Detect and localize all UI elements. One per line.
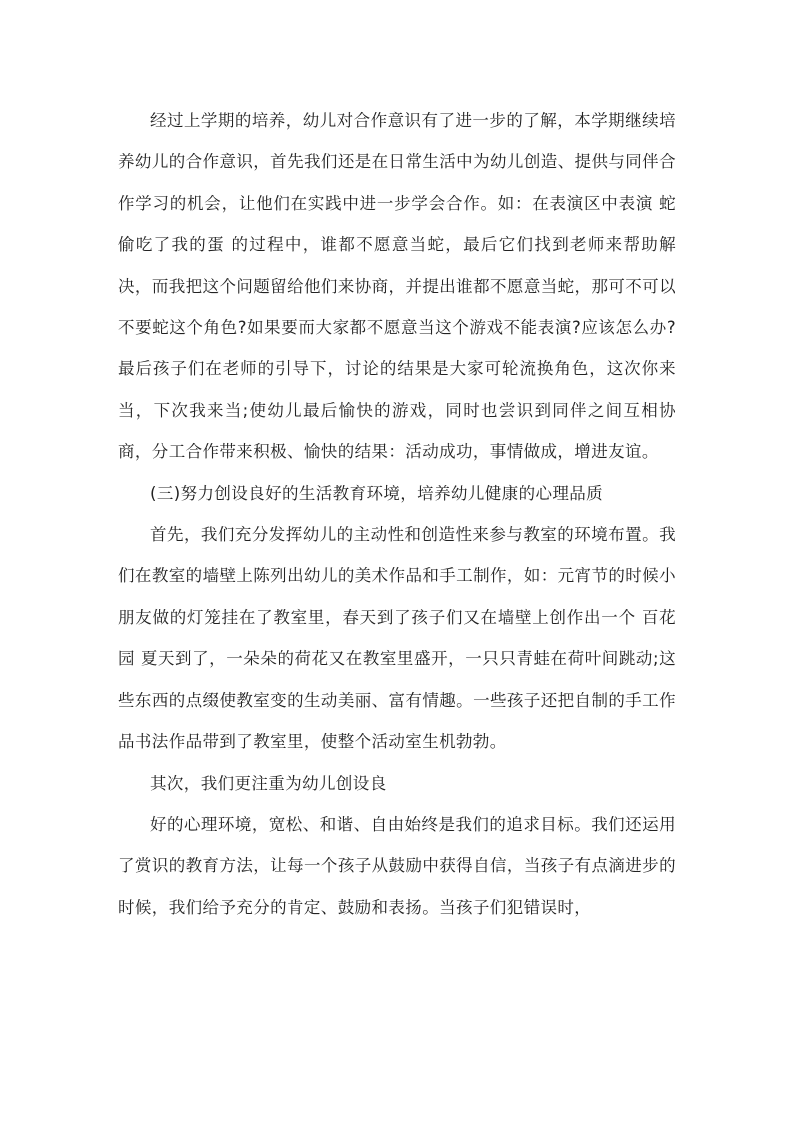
section-heading-environment: (三)努力创设良好的生活教育环境，培养幼儿健康的心理品质 <box>150 483 604 503</box>
paragraph-cooperation: 经过上学期的培养，幼儿对合作意识有了进一步的了解，本学期继续培养幼儿的合作意识，首先我们还是在日常生活中为幼儿创造、提供与同伴合作学习的机会，让他们在实践中进一步学会合作。如：在表演区中表演 蛇偷吃了我的蛋 的过程中，谁都不愿意当蛇，最后它们找到老师来帮助解决，而我把这个问题留给他们来协商，并提出谁都不愿意当蛇，那可不可以不要蛇这个角色?如果要而大家都不愿意当这个游戏不能表演?应该怎么办?最后孩子们在老师的引导下，讨论的结果是大家可轮流换角色，这次你来当，下次我来当;使幼儿最后愉快的游戏，同时也尝识到同伴之间互相协商，分工合作带来积极、愉快的结果：活动成功，事情做成，增进友谊。 <box>118 111 676 462</box>
paragraph-classroom-decoration: 首先，我们充分发挥幼儿的主动性和创造性来参与教室的环境布置。我们在教室的墙壁上陈列出幼儿的美术作品和手工制作，如：元宵节的时候小朋友做的灯笼挂在了教室里，春天到了孩子们又在墙壁上创作出一个 百花园 夏天到了，一朵朵的荷花又在教室里盛开，一只只青蛙在荷叶间跳动;这些东西的点缀使教室变的生动美丽、富有情趣。一些孩子还把自制的手工作品书法作品带到了教室里，使整个活动室生机勃勃。 <box>118 525 676 752</box>
paragraph-psychological-environment: 好的心理环境，宽松、和谐、自由始终是我们的追求目标。我们还运用了赏识的教育方法，让每一个孩子从鼓励中获得自信，当孩子有点滴进步的时候，我们给予充分的肯定、鼓励和表扬。当孩子们犯错误时， <box>118 814 676 917</box>
document-body <box>118 100 676 928</box>
paragraph-secondly: 其次，我们更注重为幼儿创设良 <box>150 773 387 793</box>
